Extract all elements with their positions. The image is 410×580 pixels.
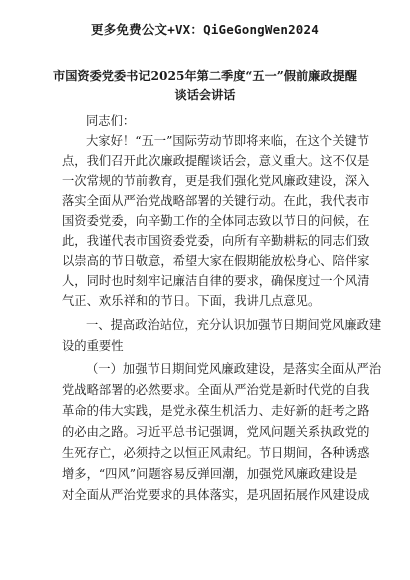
section-heading-line: 设的重要性 [62,339,124,353]
paragraph-line: 以崇高的节日敬意，希望大家在假期能放松身心、陪伴家 [62,254,370,268]
paragraph-line: 气正、欢乐祥和的节日。下面，我讲几点意见。 [62,294,321,308]
section-heading-line: 一、提高政治站位，充分认识加强节日期间党风廉政建 [86,318,382,332]
promo-header: 更多免费公文+VX：QiGeGongWen2024 [91,22,319,37]
paragraph-line: 党战略部署的必然要求。全面从严治党是新时代党的自我 [62,383,370,397]
paragraph-line: （一）加强节日期间党风廉政建设，是落实全面从严治 [86,362,382,376]
document-title-line-2: 谈话会讲话 [174,88,236,102]
paragraph-line: 的必由之路。习近平总书记强调，党风问题关系执政党的 [62,425,370,439]
paragraph-line: 国资委党委，向辛勤工作的全体同志致以节日的问候，在 [62,214,370,228]
paragraph-line: 一次常规的节前教育，更是我们强化党风廉政建设，深入 [62,174,370,188]
document-title-line-1: 市国资委党委书记2025年第二季度“五一”假前廉政提醒 [53,69,357,83]
salutation: 同志们： [86,114,136,128]
paragraph-line: 大家好！“五一”国际劳动节即将来临，在这个关键节 [86,134,370,148]
paragraph-line: 此，我谨代表市国资委党委，向所有辛勤耕耘的同志们致 [62,234,370,248]
paragraph-line: 点，我们召开此次廉政提醒谈话会，意义重大。这不仅是 [62,154,370,168]
paragraph-line: 生死存亡，必须持之以恒正风肃纪。节日期间，各种诱惑 [62,446,370,460]
paragraph-line: 增多，“四风”问题容易反弹回潮，加强党风廉政建设是 [62,467,358,481]
paragraph-line: 革命的伟大实践，是党永葆生机活力、走好新的赶考之路 [62,404,370,418]
paragraph-line: 落实全面从严治党战略部署的关键行动。在此，我代表市 [62,194,370,208]
paragraph-line: 人，同时也时刻牢记廉洁自律的要求，确保度过一个风清 [62,274,370,288]
paragraph-line: 对全面从严治党要求的具体落实，是巩固拓展作风建设成 [62,488,370,502]
